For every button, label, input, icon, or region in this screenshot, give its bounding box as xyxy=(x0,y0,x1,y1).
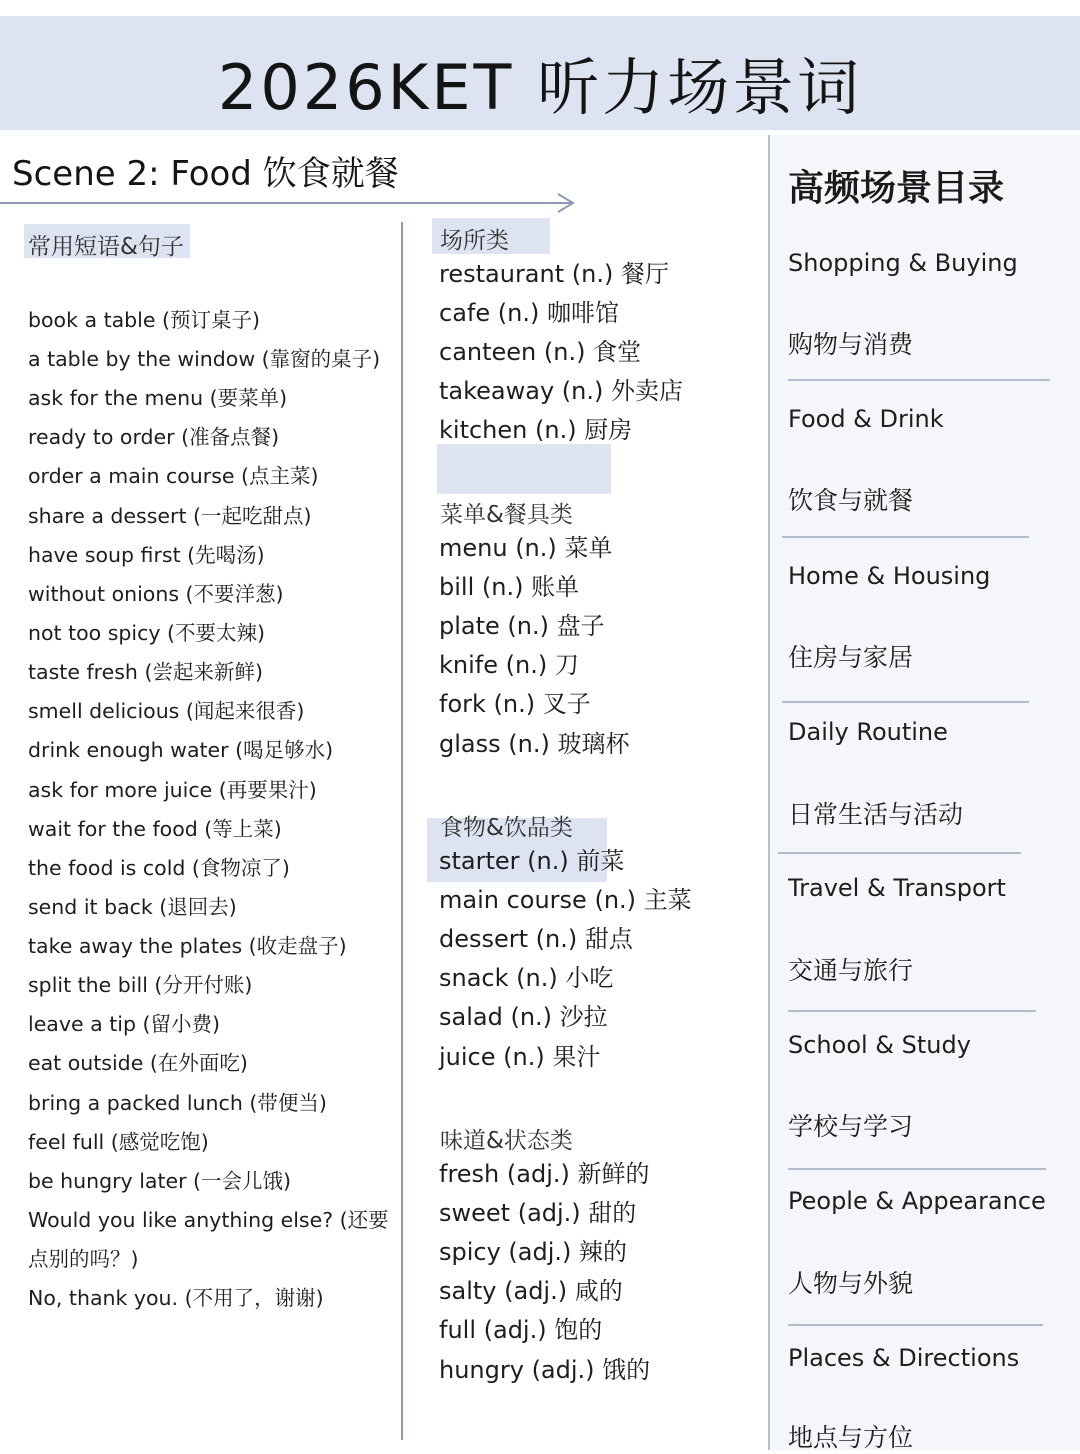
vocab-item: bill (n.) 账单 xyxy=(439,573,580,601)
vocab-item: fork (n.) 叉子 xyxy=(439,690,591,718)
sidebar-entry-en: School & Study xyxy=(788,1031,971,1059)
phrases-heading: 常用短语&句子 xyxy=(28,234,184,260)
scene-heading: Scene 2: Food 饮食就餐 xyxy=(12,154,399,194)
phrase-item: a table by the window (靠窗的桌子) xyxy=(28,347,381,371)
vocab-item: canteen (n.) 食堂 xyxy=(439,338,642,366)
vocab-item: full (adj.) 饱的 xyxy=(439,1316,603,1344)
vocab-item: cafe (n.) 咖啡馆 xyxy=(439,299,619,327)
vocab-item: knife (n.) 刀 xyxy=(439,651,579,679)
sidebar-entry-cn: 人物与外貌 xyxy=(788,1269,914,1298)
sidebar-entry-cn: 日常生活与活动 xyxy=(788,800,964,829)
phrase-item: Would you like anything else? (还要 xyxy=(28,1208,389,1232)
arrow-right-icon xyxy=(0,190,580,216)
phrase-item: 点别的吗？) xyxy=(28,1247,139,1271)
phrase-item: leave a tip (留小费) xyxy=(28,1012,220,1036)
sidebar-divider xyxy=(782,536,1029,538)
phrase-item: be hungry later (一会儿饿) xyxy=(28,1169,292,1193)
sidebar-divider xyxy=(782,701,1029,703)
food-heading: 食物&饮品类 xyxy=(440,815,573,841)
phrase-item: split the bill (分开付账) xyxy=(28,973,253,997)
vocab-item: juice (n.) 果汁 xyxy=(439,1043,601,1071)
phrase-item: bring a packed lunch (带便当) xyxy=(28,1091,327,1115)
sidebar-divider xyxy=(788,1168,1046,1170)
phrase-item: send it back (退回去) xyxy=(28,895,237,919)
vocab-item: dessert (n.) 甜点 xyxy=(439,925,633,953)
phrase-item: without onions (不要洋葱) xyxy=(28,582,284,606)
vocab-item: takeaway (n.) 外卖店 xyxy=(439,377,683,405)
phrase-item: drink enough water (喝足够水) xyxy=(28,738,334,762)
vocab-item: menu (n.) 菜单 xyxy=(439,534,613,562)
sidebar-entry-cn: 住房与家居 xyxy=(788,643,914,672)
phrase-item: have soup first (先喝汤) xyxy=(28,543,265,567)
sidebar-entry-en: Shopping & Buying xyxy=(788,249,1018,277)
vocab-item: plate (n.) 盘子 xyxy=(439,612,605,640)
sidebar-entry-cn: 饮食与就餐 xyxy=(788,486,914,515)
phrase-item: book a table (预订桌子) xyxy=(28,308,260,332)
places-heading: 场所类 xyxy=(440,228,509,254)
phrase-item: the food is cold (食物凉了) xyxy=(28,856,290,880)
sidebar-entry-en: Home & Housing xyxy=(788,562,991,590)
phrase-item: ask for the menu (要菜单) xyxy=(28,386,288,410)
sidebar-entry-cn: 学校与学习 xyxy=(788,1112,914,1141)
taste-heading: 味道&状态类 xyxy=(440,1128,573,1154)
vocab-item: hungry (adj.) 饿的 xyxy=(439,1356,651,1384)
sidebar-entry-cn: 地点与方位 xyxy=(788,1423,914,1452)
phrase-item: ask for more juice (再要果汁) xyxy=(28,778,317,802)
phrase-item: smell delicious (闻起来很香) xyxy=(28,699,305,723)
phrase-item: No, thank you. (不用了，谢谢) xyxy=(28,1286,324,1310)
phrase-item: not too spicy (不要太辣) xyxy=(28,621,266,645)
vocab-item: sweet (adj.) 甜的 xyxy=(439,1199,637,1227)
sidebar-entry-en: Food & Drink xyxy=(788,405,944,433)
phrase-item: ready to order (准备点餐) xyxy=(28,425,280,449)
vocab-item: restaurant (n.) 餐厅 xyxy=(439,260,669,288)
vocab-item: salty (adj.) 咸的 xyxy=(439,1277,623,1305)
vocab-item: snack (n.) 小吃 xyxy=(439,964,614,992)
blank-highlight xyxy=(437,444,611,494)
sidebar-entry-en: Places & Directions xyxy=(788,1344,1020,1372)
phrase-item: wait for the food (等上菜) xyxy=(28,817,282,841)
vocab-item: spicy (adj.) 辣的 xyxy=(439,1238,628,1266)
sidebar-divider xyxy=(788,1324,1043,1326)
vocab-item: fresh (adj.) 新鲜的 xyxy=(439,1160,650,1188)
vocab-item: kitchen (n.) 厨房 xyxy=(439,416,633,444)
sidebar-title: 高频场景目录 xyxy=(788,168,1005,209)
column-divider xyxy=(401,222,403,1440)
phrase-item: taste fresh (尝起来新鲜) xyxy=(28,660,263,684)
page-title: 2026KET 听力场景词 xyxy=(217,51,863,124)
vocab-item: main course (n.) 主菜 xyxy=(439,886,692,914)
phrase-item: take away the plates (收走盘子) xyxy=(28,934,347,958)
sidebar-divider xyxy=(788,379,1050,381)
menu-heading: 菜单&餐具类 xyxy=(440,502,573,528)
phrase-item: eat outside (在外面吃) xyxy=(28,1051,248,1075)
sidebar-divider xyxy=(788,1010,1036,1012)
sidebar-entry-cn: 交通与旅行 xyxy=(788,956,914,985)
sidebar-entry-en: People & Appearance xyxy=(788,1187,1046,1215)
vocab-item: starter (n.) 前菜 xyxy=(439,847,625,875)
phrase-item: feel full (感觉吃饱) xyxy=(28,1130,209,1154)
vocab-item: salad (n.) 沙拉 xyxy=(439,1003,608,1031)
phrase-item: share a dessert (一起吃甜点) xyxy=(28,504,312,528)
sidebar-divider xyxy=(778,852,1021,854)
sidebar-entry-en: Travel & Transport xyxy=(788,874,1006,902)
sidebar-entry-cn: 购物与消费 xyxy=(788,330,914,359)
sidebar-entry-en: Daily Routine xyxy=(788,718,948,746)
vocab-item: glass (n.) 玻璃杯 xyxy=(439,730,630,758)
phrase-item: order a main course (点主菜) xyxy=(28,464,319,488)
